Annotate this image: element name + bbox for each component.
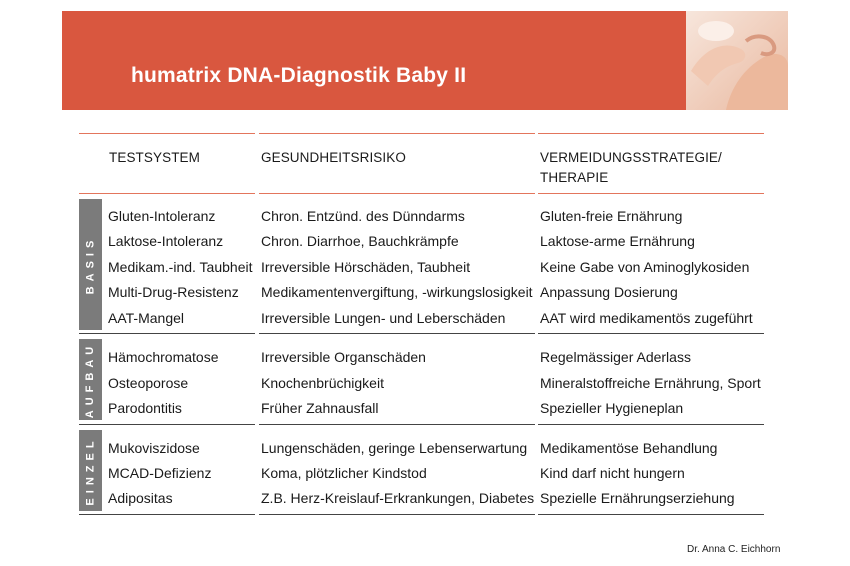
table-cell-risk: Z.B. Herz-Kreislauf-Erkrankungen, Diabetes <box>261 490 535 506</box>
group-divider <box>259 424 535 425</box>
header-top-rule-3 <box>538 133 764 134</box>
group-divider <box>259 333 535 334</box>
table-bottom-rule <box>538 514 764 515</box>
table-cell-test: Mukoviszidose <box>108 440 200 456</box>
group-divider <box>538 424 764 425</box>
table-cell-test: Parodontitis <box>108 400 182 416</box>
table-cell-strategy: Kind darf nicht hungern <box>540 465 685 481</box>
table-bottom-rule <box>259 514 535 515</box>
group-label-text: BASIS <box>84 235 97 294</box>
table-cell-test: Adipositas <box>108 490 173 506</box>
column-header-strategy: VERMEIDUNGSSTRATEGIE/ <box>540 150 722 165</box>
table-cell-strategy: Laktose-arme Ernährung <box>540 233 695 249</box>
group-label-aufbau <box>79 339 102 420</box>
table-bottom-rule <box>79 514 255 515</box>
table-cell-test: Osteoporose <box>108 375 189 391</box>
group-divider <box>538 333 764 334</box>
table-cell-test: AAT-Mangel <box>108 310 184 326</box>
table-cell-test: Laktose-Intoleranz <box>108 233 224 249</box>
group-label-einzel <box>79 430 102 511</box>
header-bottom-rule-1 <box>79 193 255 194</box>
header-top-rule-1 <box>79 133 255 134</box>
column-header-therapy: THERAPIE <box>540 170 609 185</box>
table-cell-strategy: Anpassung Dosierung <box>540 284 678 300</box>
group-label-basis <box>79 199 102 330</box>
table-cell-test: MCAD-Defizienz <box>108 465 212 481</box>
table-cell-risk: Früher Zahnausfall <box>261 400 379 416</box>
table-cell-strategy: Mineralstoffreiche Ernährung, Sport <box>540 375 761 391</box>
title-banner <box>62 11 686 110</box>
group-label-text: EINZEL <box>84 435 97 506</box>
table-cell-test: Multi-Drug-Resistenz <box>108 284 239 300</box>
table-cell-risk: Chron. Entzünd. des Dünndarms <box>261 208 465 224</box>
column-header-testsystem: TESTSYSTEM <box>109 150 201 165</box>
header-bottom-rule-3 <box>538 193 764 194</box>
table-cell-test: Medikam.-ind. Taubheit <box>108 259 253 275</box>
table-cell-test: Gluten-Intoleranz <box>108 208 216 224</box>
table-cell-strategy: Spezielle Ernährungserziehung <box>540 490 735 506</box>
column-header-risk: GESUNDHEITSRISIKO <box>261 150 406 165</box>
table-cell-strategy: Medikamentöse Behandlung <box>540 440 718 456</box>
table-cell-risk: Medikamentenvergiftung, -wirkungslosigkeit <box>261 284 533 300</box>
header-bottom-rule-2 <box>259 193 535 194</box>
table-cell-risk: Irreversible Hörschäden, Taubheit <box>261 259 471 275</box>
table-cell-test: Hämochromatose <box>108 349 219 365</box>
group-divider <box>79 333 255 334</box>
table-cell-risk: Lungenschäden, geringe Lebenserwartung <box>261 440 528 456</box>
header-top-rule-2 <box>259 133 535 134</box>
table-cell-strategy: AAT wird medikamentös zugeführt <box>540 310 753 326</box>
table-cell-strategy: Spezieller Hygieneplan <box>540 400 684 416</box>
group-label-text: AUFBAU <box>84 341 97 418</box>
table-cell-risk: Irreversible Lungen- und Leberschäden <box>261 310 506 326</box>
author-credit: Dr. Anna C. Eichhorn <box>687 544 781 555</box>
table-cell-risk: Chron. Diarrhoe, Bauchkrämpfe <box>261 233 459 249</box>
group-divider <box>79 424 255 425</box>
table-cell-risk: Irreversible Organschäden <box>261 349 426 365</box>
baby-hand-photo <box>686 11 788 110</box>
table-cell-strategy: Keine Gabe von Aminoglykosiden <box>540 259 750 275</box>
slide-title: humatrix DNA-Diagnostik Baby II <box>131 64 467 87</box>
table-cell-risk: Knochenbrüchigkeit <box>261 375 384 391</box>
table-cell-strategy: Regelmässiger Aderlass <box>540 349 691 365</box>
table-cell-strategy: Gluten-freie Ernährung <box>540 208 683 224</box>
table-cell-risk: Koma, plötzlicher Kindstod <box>261 465 427 481</box>
